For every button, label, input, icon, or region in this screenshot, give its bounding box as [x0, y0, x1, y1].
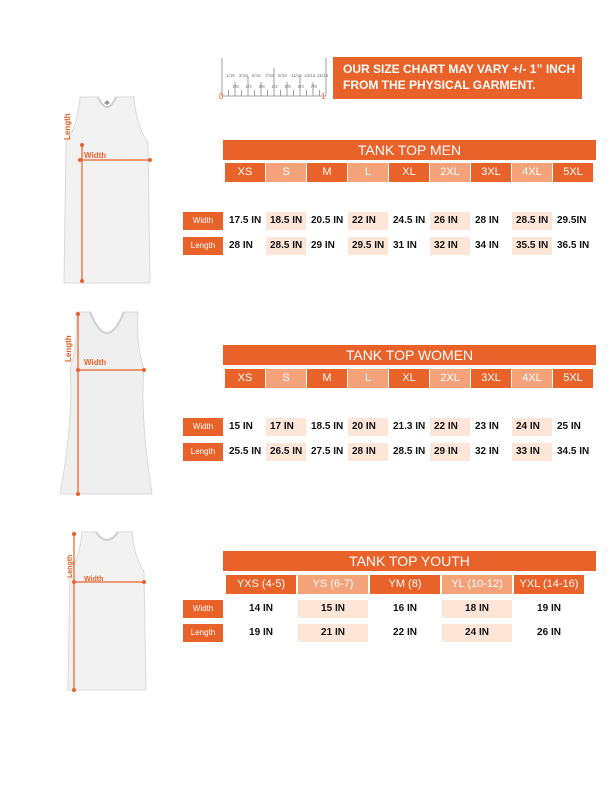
- men-length-cell: 29.5 IN: [348, 237, 388, 255]
- men-width-cell: 24.5 IN: [393, 215, 426, 226]
- men-size-header: 3XL: [471, 163, 511, 182]
- women-size-header: 3XL: [471, 369, 511, 388]
- men-length-cell: 35.5 IN: [512, 237, 552, 255]
- size-variance-note: [333, 57, 582, 99]
- ruler-fraction-label: 11/16: [291, 73, 302, 78]
- women-length-cell: 28.5 IN: [393, 446, 426, 457]
- women-length-cell: 26.5 IN: [266, 443, 306, 461]
- women-length-cell: 28 IN: [348, 443, 388, 461]
- youth-width-label: Width: [84, 576, 104, 583]
- women-row-label-width: Width: [183, 418, 223, 436]
- women-length-cell: 33 IN: [512, 443, 552, 461]
- ruler-end-label: 1: [321, 92, 326, 100]
- men-width-cell: 28 IN: [475, 215, 499, 226]
- women-length-cell: 25.5 IN: [229, 446, 262, 457]
- inch-ruler: [218, 55, 330, 100]
- men-length-cell: 32 IN: [430, 237, 470, 255]
- men-width-label: Width: [84, 151, 107, 160]
- youth-width-cell: 19 IN: [537, 603, 561, 614]
- youth-size-header: YXS (4-5): [226, 575, 296, 594]
- youth-width-cell: 15 IN: [298, 600, 368, 618]
- youth-length-cell: 24 IN: [442, 624, 512, 642]
- ruler-fraction-label: 3/4: [297, 84, 304, 89]
- logo-icon: [104, 100, 110, 105]
- men-width-cell: 28.5 IN: [512, 212, 552, 230]
- men-size-header: L: [348, 163, 388, 182]
- note-line-2: FROM THE PHYSICAL GARMENT.: [343, 78, 536, 92]
- youth-size-header: YM (8): [370, 575, 440, 594]
- youth-size-header: YL (10-12): [442, 575, 512, 594]
- women-size-header: L: [348, 369, 388, 388]
- women-width-cell: 24 IN: [512, 418, 552, 436]
- ruler-fraction-label: 5/16: [252, 73, 261, 78]
- ruler-fraction-label: 1/2: [271, 84, 278, 89]
- women-length-cell: 32 IN: [475, 446, 499, 457]
- men-size-header: XS: [225, 163, 265, 182]
- youth-width-cell: 16 IN: [393, 603, 417, 614]
- women-table-title: TANK TOP WOMEN: [223, 345, 596, 365]
- women-width-cell: 21.3 IN: [393, 421, 426, 432]
- youth-length-cell: 21 IN: [298, 624, 368, 642]
- men-length-label: Length: [63, 113, 72, 140]
- youth-width-cell: 18 IN: [442, 600, 512, 618]
- women-width-cell: 22 IN: [430, 418, 470, 436]
- ruler-fraction-label: 1/8: [232, 84, 239, 89]
- men-size-header: XL: [389, 163, 429, 182]
- ruler-fraction-label: 1/16: [226, 73, 235, 78]
- women-width-cell: 18.5 IN: [311, 421, 344, 432]
- note-line-1: OUR SIZE CHART MAY VARY +/- 1” INCH: [343, 62, 576, 76]
- women-size-header: M: [307, 369, 347, 388]
- ruler-fraction-label: 5/8: [284, 84, 291, 89]
- women-width-cell: 20 IN: [348, 418, 388, 436]
- men-width-cell: 26 IN: [430, 212, 470, 230]
- women-size-header: S: [266, 369, 306, 388]
- women-length-cell: 34.5 IN: [557, 446, 590, 457]
- youth-table-title: TANK TOP YOUTH: [223, 551, 596, 571]
- women-width-cell: 23 IN: [475, 421, 499, 432]
- men-width-cell: 17.5 IN: [229, 215, 262, 226]
- men-length-cell: 28.5 IN: [266, 237, 306, 255]
- ruler-fraction-label: 13/16: [304, 73, 316, 78]
- women-width-label: Width: [84, 358, 107, 367]
- ruler-fraction-label: 7/16: [265, 73, 274, 78]
- ruler-fraction-label: 3/8: [258, 84, 265, 89]
- men-size-header: 2XL: [430, 163, 470, 182]
- ruler-fraction-label: 9/16: [278, 73, 287, 78]
- men-size-header: 4XL: [512, 163, 552, 182]
- youth-size-header: YS (6-7): [298, 575, 368, 594]
- men-length-cell: 34 IN: [475, 240, 499, 251]
- men-row-label-length: Length: [183, 237, 223, 255]
- women-size-header: XL: [389, 369, 429, 388]
- youth-row-label-length: Length: [183, 624, 223, 642]
- women-size-header: 5XL: [553, 369, 593, 388]
- youth-tank-top-illustration: [62, 530, 152, 692]
- youth-length-cell: 22 IN: [393, 627, 417, 638]
- ruler-fraction-label: 7/8: [310, 84, 317, 89]
- men-row-label-width: Width: [183, 212, 223, 230]
- youth-length-label: Length: [67, 554, 74, 578]
- men-width-cell: 20.5 IN: [311, 215, 344, 226]
- men-width-cell: 18.5 IN: [266, 212, 306, 230]
- women-width-cell: 17 IN: [266, 418, 306, 436]
- ruler-start-label: 0: [219, 92, 224, 100]
- ruler-fraction-label: 15/16: [317, 73, 329, 78]
- men-size-header: S: [266, 163, 306, 182]
- women-size-header: 4XL: [512, 369, 552, 388]
- youth-size-header: YXL (14-16): [514, 575, 584, 594]
- ruler-fraction-label: 3/16: [239, 73, 248, 78]
- men-length-cell: 31 IN: [393, 240, 417, 251]
- women-length-label: Length: [64, 335, 73, 362]
- men-size-header: 5XL: [553, 163, 593, 182]
- men-table-title: TANK TOP MEN: [223, 140, 596, 160]
- ruler-fraction-label: 1/4: [245, 84, 252, 89]
- men-length-cell: 29 IN: [311, 240, 335, 251]
- women-size-header: 2XL: [430, 369, 470, 388]
- men-width-cell: 29.5IN: [557, 215, 587, 226]
- men-length-cell: 28 IN: [229, 240, 253, 251]
- women-length-cell: 27.5 IN: [311, 446, 344, 457]
- women-size-header: XS: [225, 369, 265, 388]
- women-row-label-length: Length: [183, 443, 223, 461]
- women-width-cell: 25 IN: [557, 421, 581, 432]
- men-width-cell: 22 IN: [348, 212, 388, 230]
- youth-length-cell: 19 IN: [249, 627, 273, 638]
- women-length-cell: 29 IN: [430, 443, 470, 461]
- women-width-cell: 15 IN: [229, 421, 253, 432]
- men-size-header: M: [307, 163, 347, 182]
- youth-width-cell: 14 IN: [249, 603, 273, 614]
- youth-length-cell: 26 IN: [537, 627, 561, 638]
- men-length-cell: 36.5 IN: [557, 240, 590, 251]
- youth-row-label-width: Width: [183, 600, 223, 618]
